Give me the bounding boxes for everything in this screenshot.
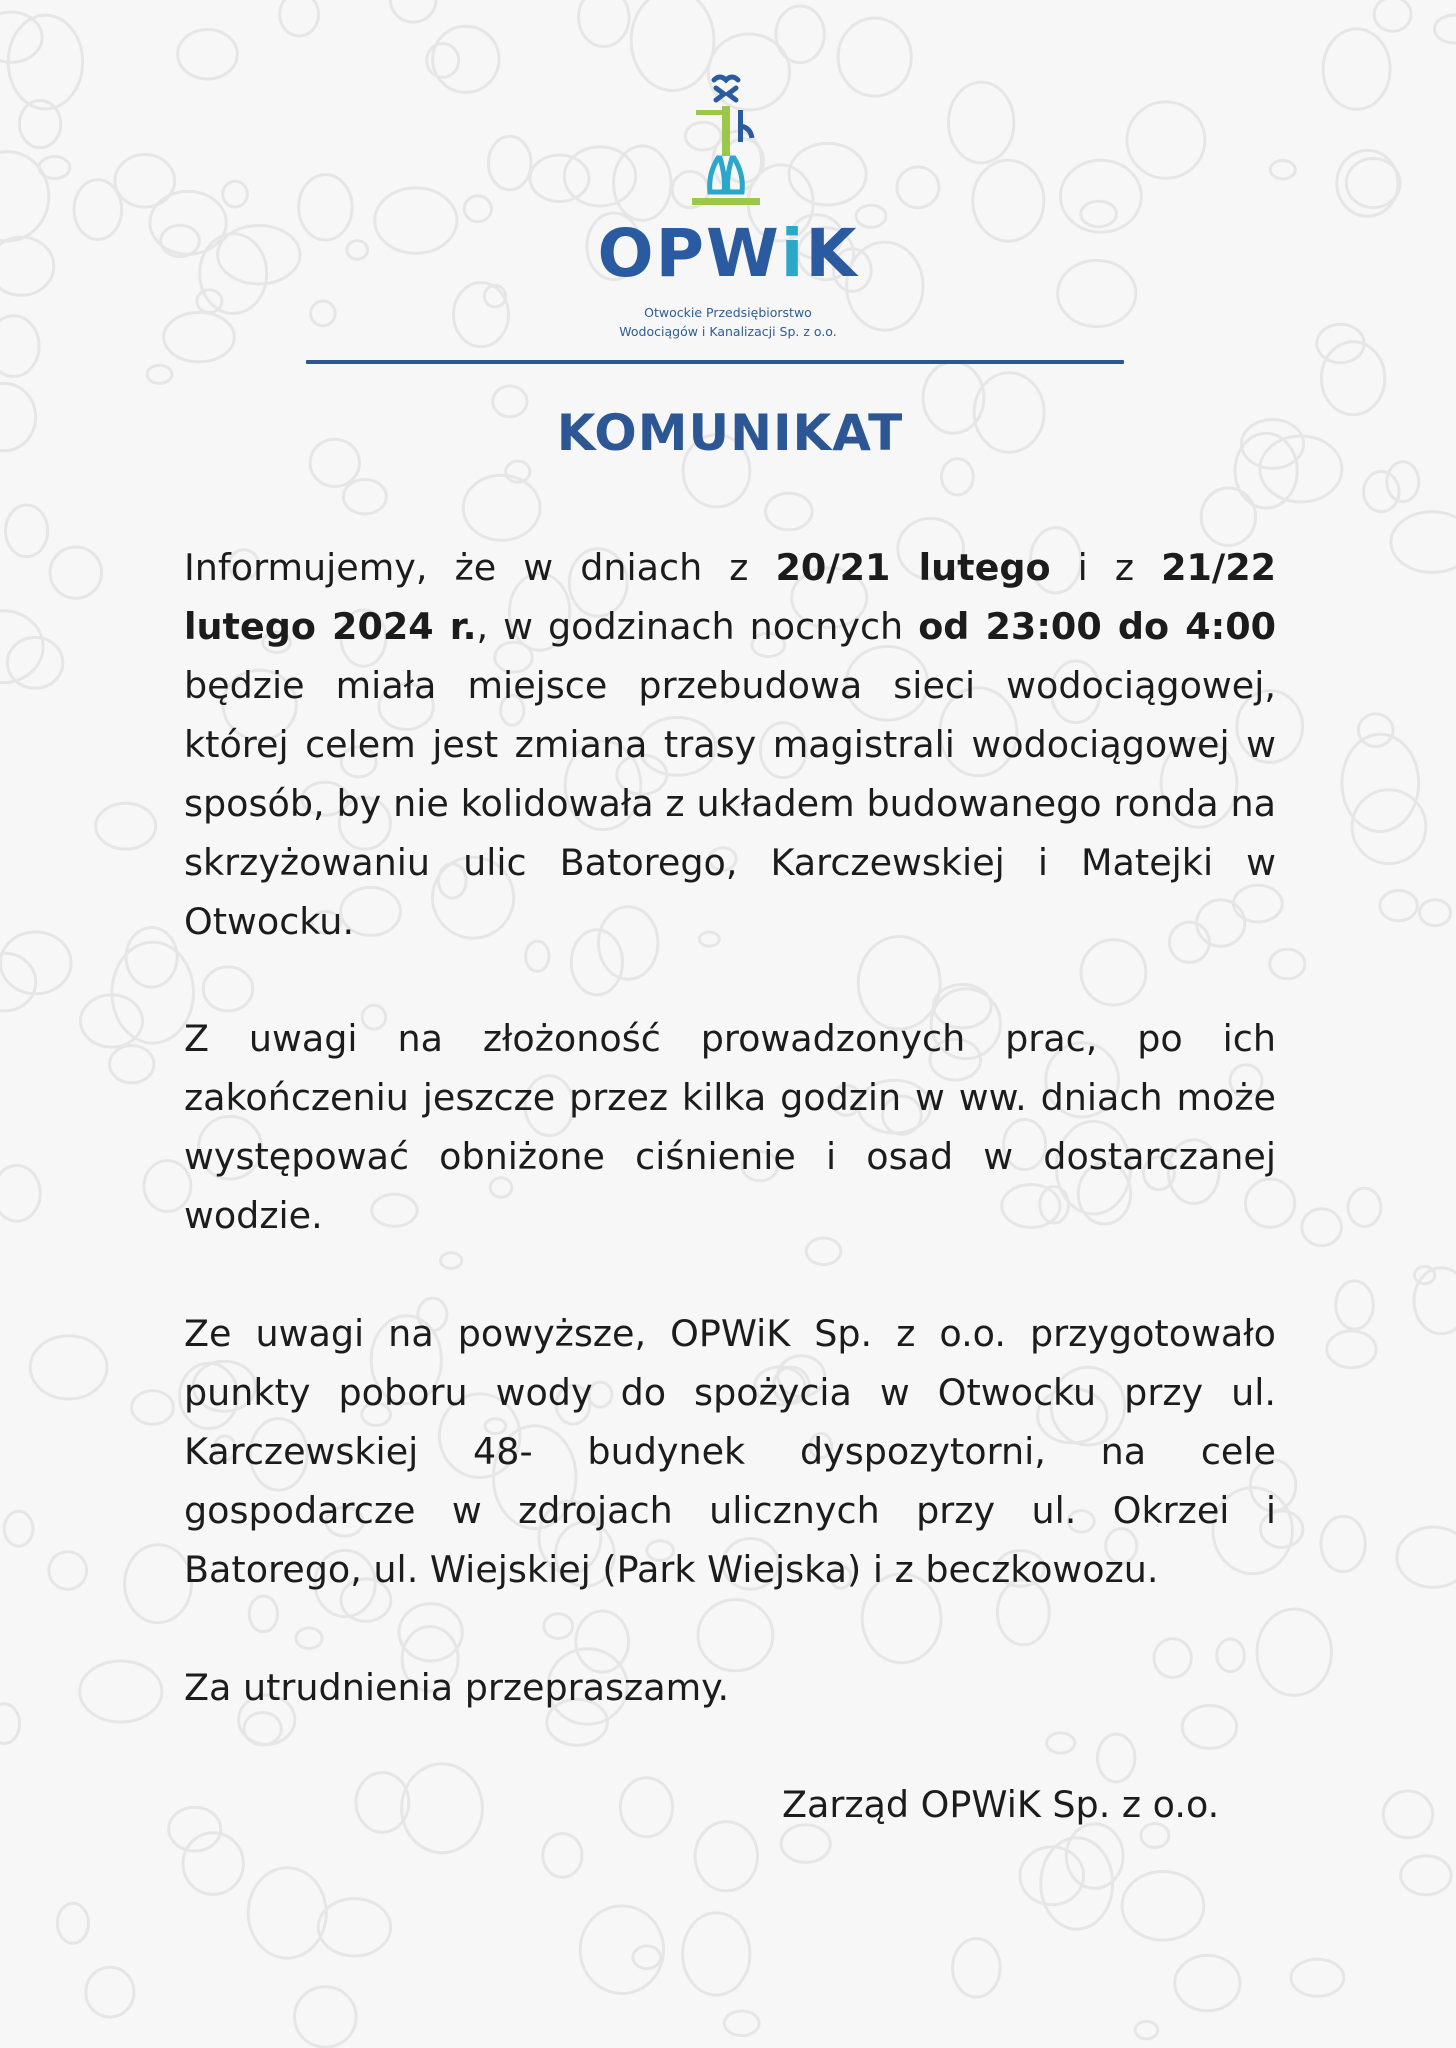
water-tap-icon	[676, 70, 776, 212]
page-title: KOMUNIKAT	[556, 404, 904, 462]
header-divider	[306, 360, 1124, 364]
notice-paragraph-water-points: Ze uwagi na powyższe, OPWiK Sp. z o.o. przygotowało punkty poboru wody do spożycia w Otwocku przy ul. Karczewskiej 48- budynek dyspozytorni, na cele gospodarcze w zdrojach ulicznych przy ul. Okrzei i Batorego, ul. Wiejskiej (Park Wiejska) i z beczkowozu.	[184, 1312, 1276, 1591]
time-highlight: od 23:00 do 4:00	[918, 605, 1276, 648]
date-highlight: 21/22 lutego 2024 r.	[184, 546, 1277, 648]
notice-paragraph-schedule: Informujemy, że w dniach z 20/21 lutego i z 21/22 lutego 2024 r., w godzinach nocnych od 23:00 do 4:00 będzie miała miejsce przebudowa sieci wodociągowej, której celem jest zmiana trasy magistrali wodociągowej w sposób, by nie kolidowała z układem budowanego ronda na skrzyżowaniu ulic Batorego, Karczewskiej i Matejki w Otwocku.	[184, 546, 1277, 943]
logo-subtitle-line: Wodociągów i Kanalizacji Sp. z o.o.	[619, 324, 837, 339]
logo-subtitle-line: Otwockie Przedsiębiorstwo	[644, 305, 812, 320]
logo-subtitle	[560, 303, 896, 341]
signature: Zarząd OPWiK Sp. z o.o.	[782, 1783, 1220, 1826]
notice-paragraph-apology: Za utrudnienia przepraszamy.	[184, 1666, 730, 1709]
logo-wordmark: OPWiK	[597, 215, 859, 292]
notice-paragraph-effects: Z uwagi na złożoność prowadzonych prac, po ich zakończeniu jeszcze przez kilka godzin w ww. dniach może występować obniżone ciśnienie i osad w dostarczanej wodzie.	[184, 1017, 1276, 1237]
date-highlight: 20/21 lutego	[775, 546, 1051, 589]
